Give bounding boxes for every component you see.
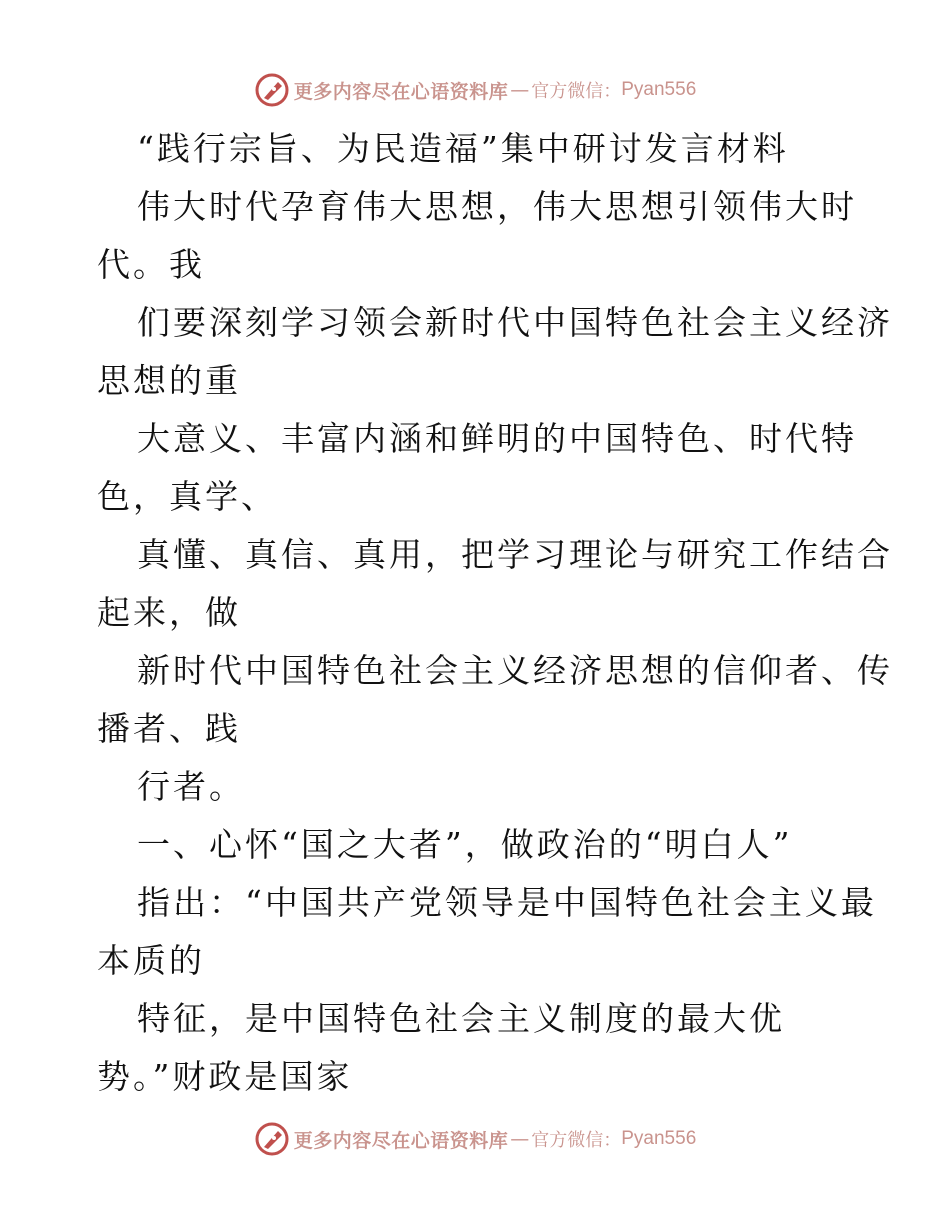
section-heading: 一、心怀“国之大者”，做政治的“明白人” (137, 825, 793, 864)
document-title: “践行宗旨、为民造福”集中研讨发言材料 (137, 129, 789, 168)
text-line: 本质的 (97, 941, 205, 980)
text-line: 播者、践 (97, 709, 241, 748)
text-line: 思想的重 (97, 361, 241, 400)
pen-nib-circle-icon (254, 72, 290, 108)
header-watermark-banner (0, 70, 950, 110)
banner-dash: — (510, 79, 530, 101)
text-line: 真懂、真信、真用，把学习理论与研究工作结合 (137, 535, 893, 574)
pen-nib-circle-icon (254, 1121, 290, 1157)
banner-wechat-label: 官方微信： (531, 1130, 622, 1151)
text-line: 指出：“中国共产党领导是中国特色社会主义最 (137, 883, 877, 922)
banner-main-text: 更多内容尽在心语资料库 (293, 1129, 509, 1152)
text-line: 们要深刻学习领会新时代中国特色社会主义经济 (137, 303, 893, 342)
text-line: 起来，做 (97, 593, 241, 632)
text-line: 新时代中国特色社会主义经济思想的信仰者、传 (137, 651, 893, 690)
footer-watermark-banner (0, 1119, 950, 1159)
banner-main-text: 更多内容尽在心语资料库 (293, 80, 509, 103)
text-line: 特征，是中国特色社会主义制度的最大优 (137, 999, 785, 1038)
text-line: 色，真学、 (97, 477, 277, 516)
text-line: 代。我 (97, 245, 205, 284)
banner-dash: — (510, 1128, 530, 1150)
document-body (97, 120, 893, 1106)
text-line: 大意义、丰富内涵和鲜明的中国特色、时代特 (137, 419, 857, 458)
text-line: 行者。 (137, 767, 245, 806)
banner-wechat-id: Pyan556 (621, 79, 697, 100)
text-line: 势。”财政是国家 (97, 1057, 353, 1096)
banner-wechat-id: Pyan556 (621, 1128, 697, 1149)
text-line: 伟大时代孕育伟大思想，伟大思想引领伟大时 (137, 187, 857, 226)
banner-wechat-label: 官方微信： (531, 81, 622, 102)
